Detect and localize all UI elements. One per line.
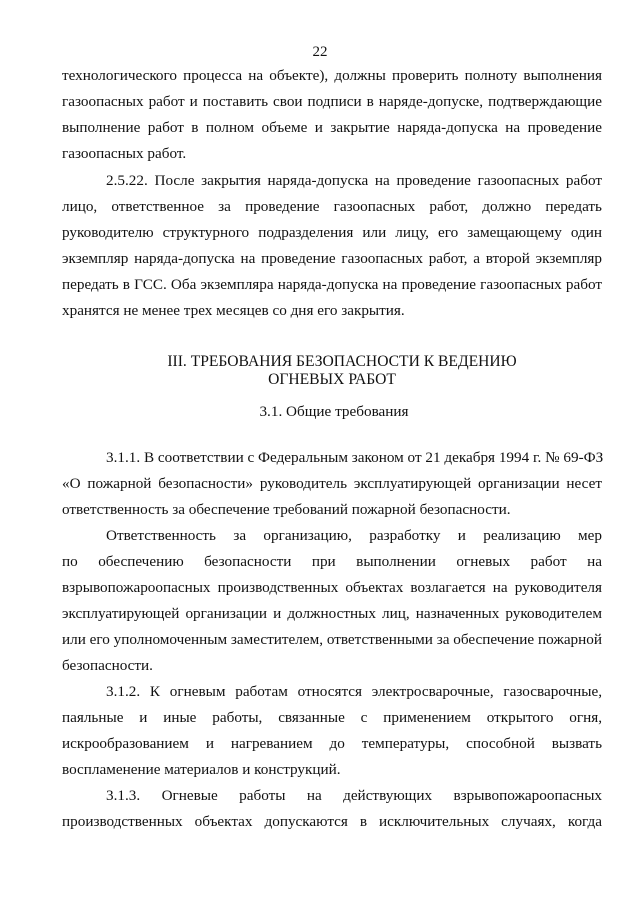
text-line: по обеспечению безопасности при выполнении огневых работ на — [62, 553, 602, 570]
text-line: безопасности. — [62, 657, 153, 674]
subsection-heading: 3.1. Общие требования — [259, 403, 409, 420]
text-line: эксплуатирующей организации и должностных лиц, назначенных руководителем — [62, 605, 602, 622]
text-line: искрообразованием и нагреванием до температуры, способной вызвать — [62, 735, 602, 752]
text-line: взрывопожароопасных производственных объектах возлагается на руководителя — [62, 579, 602, 596]
text-line: ответственность за обеспечение требований пожарной безопасности. — [62, 501, 511, 518]
text-line: экземпляр наряда-допуска на проведение газоопасных работ, а второй экземпляр — [62, 250, 602, 267]
text-line: воспламенение материалов и конструкций. — [62, 761, 341, 778]
text-line: передать в ГСС. Оба экземпляра наряда-допуска на проведение газоопасных работ — [62, 276, 602, 293]
text-line: газоопасных работ. — [62, 145, 187, 162]
text-line: технологического процесса на объекте), должны проверить полноту выполнения — [62, 67, 602, 84]
page-number: 22 — [312, 44, 328, 60]
text-line: 3.1.1. В соответствии с Федеральным законом от 21 декабря 1994 г. № 69-ФЗ — [106, 449, 604, 466]
section-heading: ОГНЕВЫХ РАБОТ — [268, 371, 396, 388]
text-line: руководителю структурного подразделения или лицу, его замещающему один — [62, 224, 602, 241]
text-line: 3.1.2. К огневым работам относятся электросварочные, газосварочные, — [106, 683, 602, 700]
text-line: лицо, ответственное за проведение газоопасных работ, должно передать — [62, 198, 602, 215]
text-line: хранятся не менее трех месяцев со дня его закрытия. — [62, 302, 405, 319]
section-heading: III. ТРЕБОВАНИЯ БЕЗОПАСНОСТИ К ВЕДЕНИЮ — [167, 353, 517, 370]
text-line: газоопасных работ и поставить свои подписи в наряде-допуске, подтверждающие — [62, 93, 602, 110]
text-line: производственных объектах допускаются в исключительных случаях, когда — [62, 813, 602, 830]
text-line: 2.5.22. После закрытия наряда-допуска на проведение газоопасных работ — [106, 172, 602, 189]
text-line: выполнение работ в полном объеме и закрытие наряда-допуска на проведение — [62, 119, 602, 136]
text-line: «О пожарной безопасности» руководитель эксплуатирующей организации несет — [62, 475, 602, 492]
text-line: или его уполномоченным заместителем, ответственными за обеспечение пожарной — [62, 631, 602, 648]
text-line: 3.1.3. Огневые работы на действующих взрывопожароопасных — [106, 787, 602, 804]
text-line: Ответственность за организацию, разработку и реализацию мер — [106, 527, 602, 544]
text-line: паяльные и иные работы, связанные с применением открытого огня, — [62, 709, 602, 726]
